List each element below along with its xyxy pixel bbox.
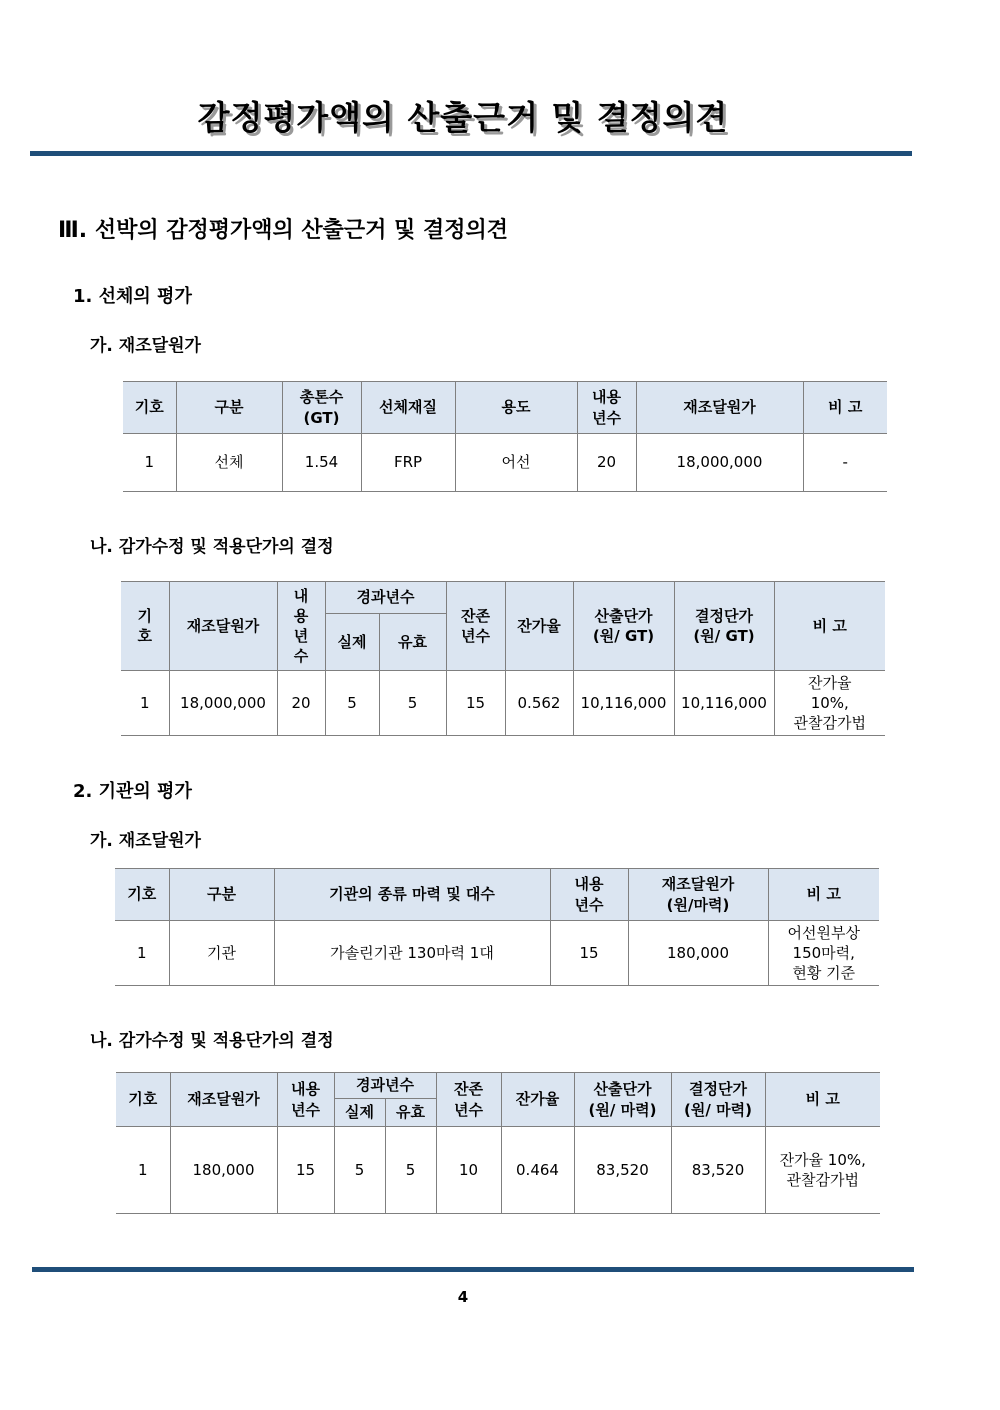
header-effective: 유효 — [379, 614, 446, 671]
header-rule — [30, 151, 912, 156]
cell-effective: 5 — [385, 1127, 436, 1214]
header-note: 비 고 — [768, 869, 879, 921]
cell-cost: 180,000 — [628, 921, 768, 986]
header-type: 구분 — [169, 869, 274, 921]
engine-replacement-table — [115, 868, 879, 986]
header-remaining: 잔존 년수 — [436, 1073, 501, 1127]
cell-life: 20 — [577, 434, 636, 492]
cell-remaining: 10 — [436, 1127, 501, 1214]
cell-calc-price: 10,116,000 — [573, 671, 674, 736]
header-remaining: 잔존 년수 — [446, 582, 505, 671]
cell-description: 가솔린기관 130마력 1대 — [274, 921, 550, 986]
cell-type: 선체 — [176, 434, 282, 492]
header-note: 비 고 — [774, 582, 885, 671]
engine-replacement-heading: 가. 재조달원가 — [90, 831, 201, 851]
cell-tonnage: 1.54 — [282, 434, 361, 492]
header-use: 용도 — [455, 382, 577, 434]
header-elapsed: 경과년수 — [334, 1073, 436, 1099]
header-no: 기호 — [115, 869, 169, 921]
header-residual: 잔가율 — [501, 1073, 574, 1127]
cell-cost: 18,000,000 — [169, 671, 277, 736]
cell-life: 15 — [277, 1127, 334, 1214]
header-description: 기관의 종류 마력 및 대수 — [274, 869, 550, 921]
cell-note: 잔가율 10%, 관찰감가법 — [765, 1127, 880, 1214]
cell-note: 어선원부상 150마력, 현황 기준 — [768, 921, 879, 986]
header-life: 내용 년수 — [550, 869, 628, 921]
header-type: 구분 — [176, 382, 282, 434]
header-elapsed: 경과년수 — [325, 582, 446, 614]
header-no: 기 호 — [121, 582, 169, 671]
header-life: 내용 년수 — [577, 382, 636, 434]
cell-calc-price: 83,520 — [574, 1127, 671, 1214]
hull-depreciation-table — [121, 581, 885, 736]
engine-depreciation-table — [116, 1072, 880, 1214]
header-calc-price: 산출단가 (원/ 마력) — [574, 1073, 671, 1127]
cell-note: 잔가율 10%, 관찰감가법 — [774, 671, 885, 736]
cell-actual: 5 — [334, 1127, 385, 1214]
cell-no: 1 — [116, 1127, 170, 1214]
header-cost: 재조달원가 (원/마력) — [628, 869, 768, 921]
cell-no: 1 — [115, 921, 169, 986]
header-material: 선체재질 — [361, 382, 455, 434]
header-actual: 실제 — [334, 1099, 385, 1127]
cell-no: 1 — [121, 671, 169, 736]
cell-effective: 5 — [379, 671, 446, 736]
table-row — [116, 1127, 880, 1214]
hull-depreciation-heading: 나. 감가수정 및 적용단가의 결정 — [90, 537, 334, 557]
header-actual: 실제 — [325, 614, 379, 671]
page-number: 4 — [457, 1288, 469, 1306]
footer-rule — [32, 1267, 914, 1272]
cell-final-price: 83,520 — [671, 1127, 765, 1214]
header-final-price: 결정단가 (원/ GT) — [674, 582, 774, 671]
header-life: 내용 년수 — [277, 1073, 334, 1127]
hull-heading: 1. 선체의 평가 — [73, 286, 192, 307]
header-effective: 유효 — [385, 1099, 436, 1127]
header-no: 기호 — [123, 382, 176, 434]
header-cost: 재조달원가 — [170, 1073, 277, 1127]
cell-residual: 0.562 — [505, 671, 573, 736]
header-cost: 재조달원가 — [636, 382, 803, 434]
cell-life: 15 — [550, 921, 628, 986]
table-row — [121, 671, 885, 736]
cell-type: 기관 — [169, 921, 274, 986]
cell-final-price: 10,116,000 — [674, 671, 774, 736]
engine-heading: 2. 기관의 평가 — [73, 781, 192, 802]
table-row — [123, 434, 887, 492]
cell-remaining: 15 — [446, 671, 505, 736]
header-tonnage: 총톤수 (GT) — [282, 382, 361, 434]
header-cost: 재조달원가 — [169, 582, 277, 671]
header-no: 기호 — [116, 1073, 170, 1127]
engine-depreciation-heading: 나. 감가수정 및 적용단가의 결정 — [90, 1031, 334, 1051]
cell-note: - — [803, 434, 887, 492]
table-row — [115, 921, 879, 986]
header-note: 비 고 — [765, 1073, 880, 1127]
cell-residual: 0.464 — [501, 1127, 574, 1214]
hull-replacement-table — [123, 381, 887, 492]
cell-use: 어선 — [455, 434, 577, 492]
cell-material: FRP — [361, 434, 455, 492]
header-calc-price: 산출단가 (원/ GT) — [573, 582, 674, 671]
cell-cost: 180,000 — [170, 1127, 277, 1214]
document-title: 감정평가액의 산출근거 및 결정의견 — [197, 98, 729, 137]
cell-actual: 5 — [325, 671, 379, 736]
cell-no: 1 — [123, 434, 176, 492]
header-residual: 잔가율 — [505, 582, 573, 671]
cell-life: 20 — [277, 671, 325, 736]
header-final-price: 결정단가 (원/ 마력) — [671, 1073, 765, 1127]
header-life: 내 용 년 수 — [277, 582, 325, 671]
cell-cost: 18,000,000 — [636, 434, 803, 492]
hull-replacement-heading: 가. 재조달원가 — [90, 336, 201, 356]
section-heading: Ⅲ. 선박의 감정평가액의 산출근거 및 결정의견 — [58, 218, 508, 243]
header-note: 비 고 — [803, 382, 887, 434]
